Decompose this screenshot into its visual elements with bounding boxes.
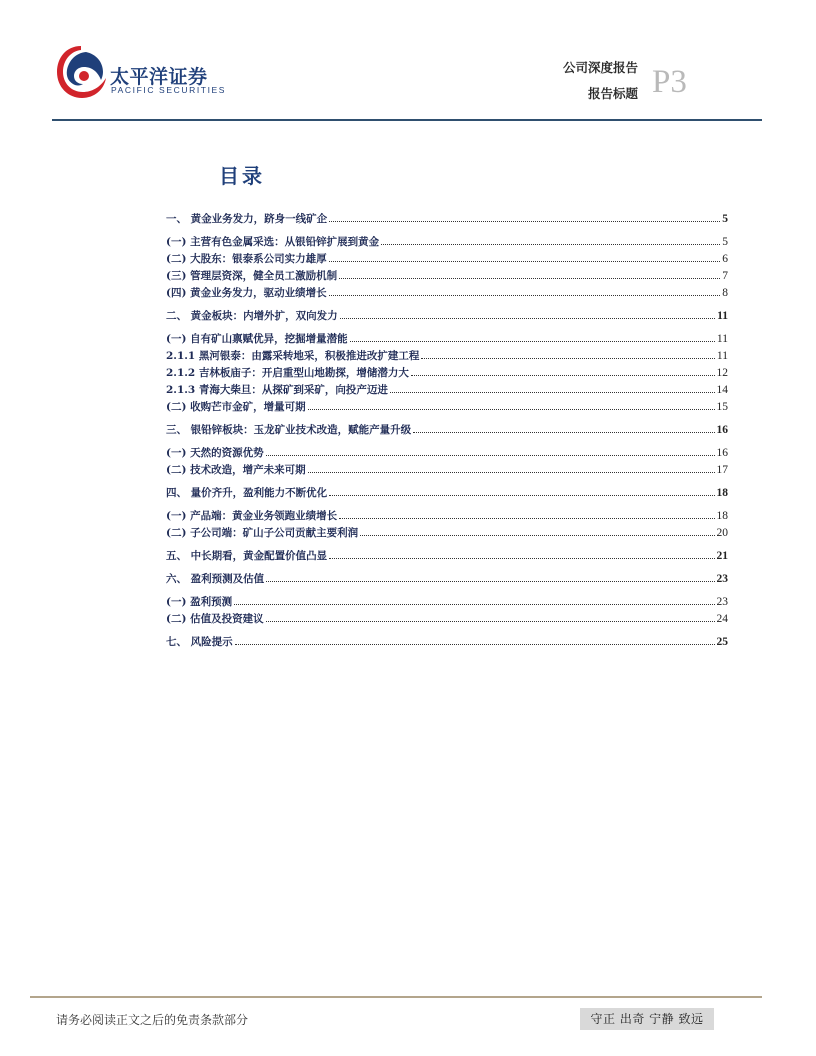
toc-entry[interactable] — [166, 268, 728, 285]
toc-entry-page: 5 — [722, 236, 728, 248]
footer-divider — [30, 996, 762, 998]
toc-entry-label: (四) 黄金业务发力，驱动业绩增长 — [166, 287, 327, 299]
toc-entry-label: (二) 收购芒市金矿，增量可期 — [166, 401, 306, 413]
toc-entry-page: 6 — [722, 253, 728, 265]
toc-entry-label: (一) 天然的资源优势 — [166, 447, 264, 459]
toc-entry-page: 16 — [716, 447, 728, 459]
toc-leader-dots — [234, 604, 714, 605]
toc-entry-label: (一) 主营有色金属采选：从银铅锌扩展到黄金 — [166, 236, 380, 248]
toc-entry[interactable] — [166, 382, 728, 399]
toc-entry[interactable] — [166, 365, 728, 382]
toc-entry[interactable] — [166, 445, 728, 462]
toc-entry-label: 七、 风险提示 — [166, 636, 233, 648]
toc-entry[interactable] — [166, 611, 728, 628]
report-type: 公司深度报告 — [562, 60, 638, 75]
toc-entry-page: 7 — [722, 270, 728, 282]
toc-entry[interactable] — [166, 348, 728, 365]
toc-entry-page: 25 — [716, 636, 728, 648]
toc-entry-page: 8 — [722, 287, 728, 299]
report-title: 报告标题 — [587, 86, 638, 101]
toc-leader-dots — [308, 409, 715, 410]
toc-leader-dots — [339, 518, 714, 519]
toc-entry[interactable] — [166, 331, 728, 348]
toc-leader-dots — [329, 295, 721, 296]
toc-leader-dots — [329, 495, 714, 496]
toc-leader-dots — [266, 581, 714, 582]
toc-entry-page: 17 — [716, 464, 728, 476]
toc-leader-dots — [266, 455, 715, 456]
toc-leader-dots — [381, 244, 720, 245]
toc-entry-page: 24 — [716, 613, 728, 625]
toc-entry[interactable] — [166, 508, 728, 525]
toc-entry-page: 18 — [716, 510, 728, 522]
brand-name-cn: 太平洋证券 — [110, 66, 208, 88]
toc-entry-label: 2.1.2 吉林板庙子：开启重型山地勘探，增储潜力大 — [166, 367, 409, 379]
toc-entry-page: 11 — [716, 333, 728, 345]
toc-entry[interactable] — [166, 422, 728, 439]
toc-entry[interactable] — [166, 485, 728, 502]
page-number: P3 — [652, 64, 687, 100]
toc-entry[interactable] — [166, 285, 728, 302]
toc-leader-dots — [339, 278, 720, 279]
company-logo — [54, 42, 227, 102]
toc-leader-dots — [390, 392, 715, 393]
company-motto: 守正 出奇 宁静 致远 — [580, 1008, 714, 1030]
brand-name-en: PACIFIC SECURITIES — [111, 85, 227, 95]
toc-leader-dots — [350, 341, 715, 342]
header-divider — [52, 119, 762, 121]
toc-entry-page: 12 — [716, 367, 728, 379]
toc-entry-label: (二) 估值及投资建议 — [166, 613, 264, 625]
toc-entry[interactable] — [166, 634, 728, 651]
toc-entry-label: 五、 中长期看，黄金配置价值凸显 — [166, 550, 328, 562]
toc-entry-page: 11 — [716, 350, 728, 362]
toc-entry-page: 11 — [717, 310, 728, 322]
toc-entry-label: 2.1.3 青海大柴旦：从探矿到采矿，向投产迈进 — [166, 384, 388, 396]
toc-entry-label: (一) 盈利预测 — [166, 596, 233, 608]
toc-leader-dots — [413, 432, 714, 433]
toc-leader-dots — [235, 644, 715, 645]
toc-entry-label: 三、 银铅锌板块：玉龙矿业技术改造，赋能产量升级 — [166, 424, 412, 436]
toc-entry-page: 16 — [716, 424, 728, 436]
toc-entry-page: 15 — [716, 401, 728, 413]
toc-entry[interactable] — [166, 548, 728, 565]
toc-entry[interactable] — [166, 234, 728, 251]
toc-leader-dots — [360, 535, 714, 536]
toc-leader-dots — [266, 621, 715, 622]
toc-entry-label: 六、 盈利预测及估值 — [166, 573, 265, 585]
toc-entry-label: (二) 技术改造，增产未来可期 — [166, 464, 306, 476]
toc-entry[interactable] — [166, 594, 728, 611]
toc-entry-label: 2.1.1 黑河银泰：由露采转地采，积极推进改扩建工程 — [166, 350, 420, 362]
toc-leader-dots — [411, 375, 715, 376]
toc-heading: 目录 — [219, 164, 265, 188]
toc-entry[interactable] — [166, 462, 728, 479]
toc-entry-label: 二、 黄金板块：内增外扩，双向发力 — [166, 310, 338, 322]
toc-entry-page: 21 — [716, 550, 728, 562]
table-of-contents — [166, 211, 728, 657]
toc-entry[interactable] — [166, 251, 728, 268]
toc-entry-page: 23 — [716, 596, 728, 608]
toc-entry[interactable] — [166, 399, 728, 416]
toc-entry[interactable] — [166, 211, 728, 228]
pacific-securities-logo-icon — [54, 42, 108, 102]
toc-entry-label: (二) 子公司端：矿山子公司贡献主要利润 — [166, 527, 359, 539]
toc-entry-page: 14 — [716, 384, 728, 396]
toc-leader-dots — [329, 261, 721, 262]
toc-entry-label: (一) 自有矿山禀赋优异，挖掘增量潜能 — [166, 333, 348, 345]
toc-entry-label: (二) 大股东：银泰系公司实力雄厚 — [166, 253, 327, 265]
toc-entry[interactable] — [166, 525, 728, 542]
toc-entry-label: (一) 产品端：黄金业务领跑业绩增长 — [166, 510, 338, 522]
toc-entry-label: 一、 黄金业务发力，跻身一线矿企 — [166, 213, 328, 225]
toc-leader-dots — [329, 221, 720, 222]
toc-entry[interactable] — [166, 308, 728, 325]
toc-entry-label: (三) 管理层资深，健全员工激励机制 — [166, 270, 338, 282]
toc-entry-page: 5 — [722, 213, 728, 225]
toc-entry-page: 23 — [716, 573, 728, 585]
toc-leader-dots — [421, 358, 715, 359]
toc-leader-dots — [329, 558, 714, 559]
toc-leader-dots — [308, 472, 715, 473]
toc-entry[interactable] — [166, 571, 728, 588]
toc-leader-dots — [340, 318, 715, 319]
toc-entry-label: 四、 量价齐升，盈利能力不断优化 — [166, 487, 328, 499]
disclaimer-note: 请务必阅读正文之后的免责条款部分 — [56, 1013, 249, 1027]
toc-entry-page: 20 — [716, 527, 728, 539]
toc-entry-page: 18 — [716, 487, 728, 499]
